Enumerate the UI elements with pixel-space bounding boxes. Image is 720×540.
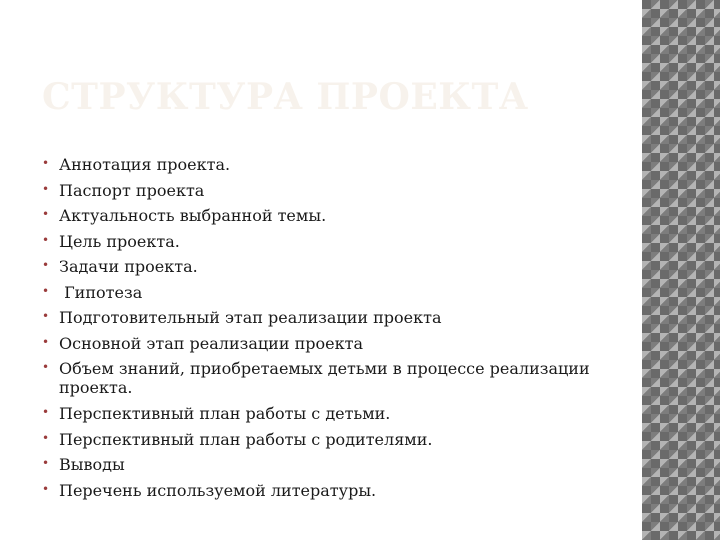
list-item: • Гипотеза bbox=[42, 283, 602, 302]
list-item: • Перечень используемой литературы. bbox=[42, 481, 602, 500]
list-item: • Выводы bbox=[42, 455, 602, 474]
list-item: • Аннотация проекта. bbox=[42, 155, 602, 174]
bullet-list bbox=[42, 155, 602, 506]
list-item: • Объем знаний, приобретаемых детьми в процессе реализации проекта. bbox=[42, 359, 602, 397]
list-item: • Задачи проекта. bbox=[42, 257, 602, 276]
list-item: • Актуальность выбранной темы. bbox=[42, 206, 602, 225]
pattern-overlay bbox=[642, 0, 720, 540]
list-item: • Подготовительный этап реализации проекта bbox=[42, 308, 602, 327]
list-item: • Паспорт проекта bbox=[42, 181, 602, 200]
list-item: • Перспективный план работы с детьми. bbox=[42, 404, 602, 423]
list-item: • Перспективный план работы с родителями. bbox=[42, 430, 602, 449]
slide-title: СТРУКТУРА ПРОЕКТА bbox=[42, 76, 529, 118]
decorative-pattern-strip bbox=[642, 0, 720, 540]
list-item: • Основной этап реализации проекта bbox=[42, 334, 602, 353]
list-item: • Цель проекта. bbox=[42, 232, 602, 251]
